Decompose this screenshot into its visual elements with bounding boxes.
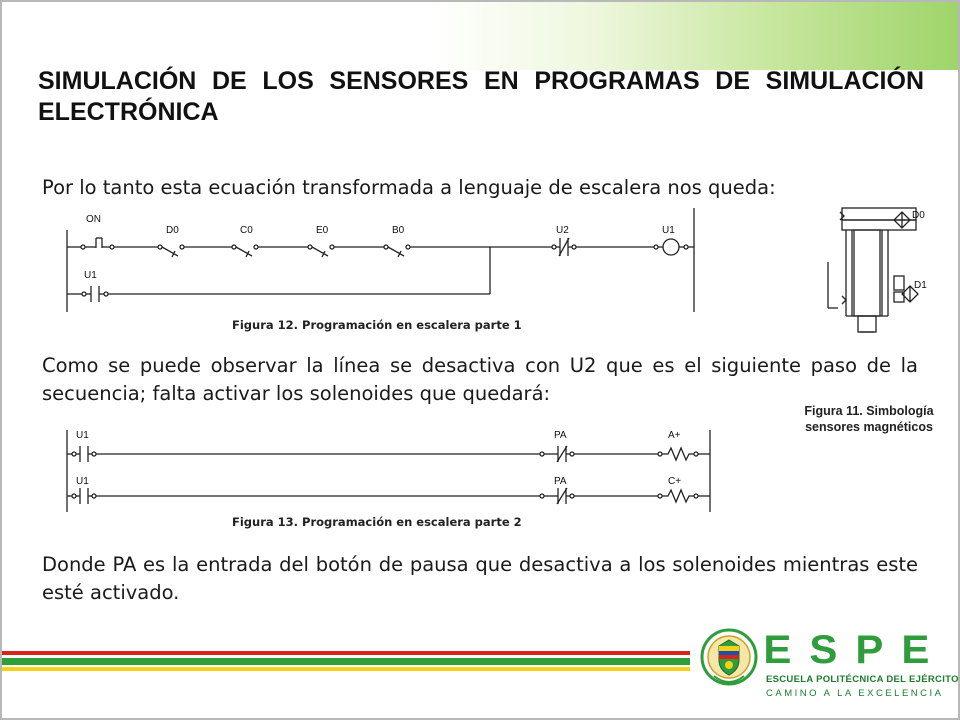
sensor-label-d0: D0 bbox=[912, 210, 925, 221]
logo-letter-p: P bbox=[855, 628, 884, 672]
coil-label-c-plus: C+ bbox=[668, 476, 682, 487]
logo-motto: CAMINO A LA EXCELENCIA bbox=[766, 688, 944, 699]
coil-label-u1: U1 bbox=[662, 225, 675, 236]
contact-label-b0: B0 bbox=[392, 225, 405, 236]
contact-label-pa-rung1: PA bbox=[554, 430, 567, 441]
sensor-symbol-figure bbox=[818, 198, 942, 344]
contact-label-on: ON bbox=[86, 214, 101, 225]
footer-stripe-green bbox=[2, 658, 690, 665]
university-seal-icon bbox=[700, 628, 758, 690]
espe-logo bbox=[698, 626, 959, 716]
figure-11-caption: Figura 11. Simbología sensores magnéticos bbox=[804, 404, 934, 434]
contact-label-c0: C0 bbox=[240, 225, 253, 236]
contact-label-d0: D0 bbox=[166, 225, 179, 236]
paragraph-conclusion: Donde PA es la entrada del botón de pausa que desactiva a los solenoides mientras este esté activado. bbox=[42, 553, 918, 604]
contact-label-u1-branch: U1 bbox=[84, 270, 97, 281]
figure-13-caption: Figura 13. Programación en escalera parte 2 bbox=[232, 515, 522, 529]
paragraph-intro: Por lo tanto esta ecuación transformada a lenguaje de escalera nos queda: bbox=[42, 176, 776, 199]
contact-label-u1-rung1: U1 bbox=[76, 430, 89, 441]
figure-12-caption: Figura 12. Programación en escalera parte 1 bbox=[232, 318, 522, 332]
contact-label-u2: U2 bbox=[556, 225, 569, 236]
footer-stripe-yellow bbox=[2, 667, 690, 671]
logo-letter-e2: E bbox=[901, 628, 930, 672]
ladder-diagram-part-1 bbox=[62, 200, 702, 315]
coil-label-a-plus: A+ bbox=[668, 430, 681, 441]
contact-label-u1-rung2: U1 bbox=[76, 476, 89, 487]
logo-letter-e: E bbox=[763, 628, 792, 672]
sensor-label-d1: D1 bbox=[914, 280, 927, 291]
paragraph-explanation: Como se puede observar la línea se desactiva con U2 que es el siguiente paso de la secuencia; falta activar los solenoides que quedará: bbox=[42, 354, 918, 405]
header-gradient-band bbox=[2, 2, 958, 70]
ladder-diagram-part-2 bbox=[62, 424, 722, 516]
contact-label-e0: E0 bbox=[316, 225, 329, 236]
slide-title: SIMULACIÓN DE LOS SENSORES EN PROGRAMAS DE SIMULACIÓN ELECTRÓNICA bbox=[38, 67, 924, 126]
logo-letter-s: S bbox=[809, 628, 838, 672]
logo-institution-name: ESCUELA POLITÉCNICA DEL EJÉRCITO bbox=[766, 674, 959, 685]
contact-label-pa-rung2: PA bbox=[554, 476, 567, 487]
